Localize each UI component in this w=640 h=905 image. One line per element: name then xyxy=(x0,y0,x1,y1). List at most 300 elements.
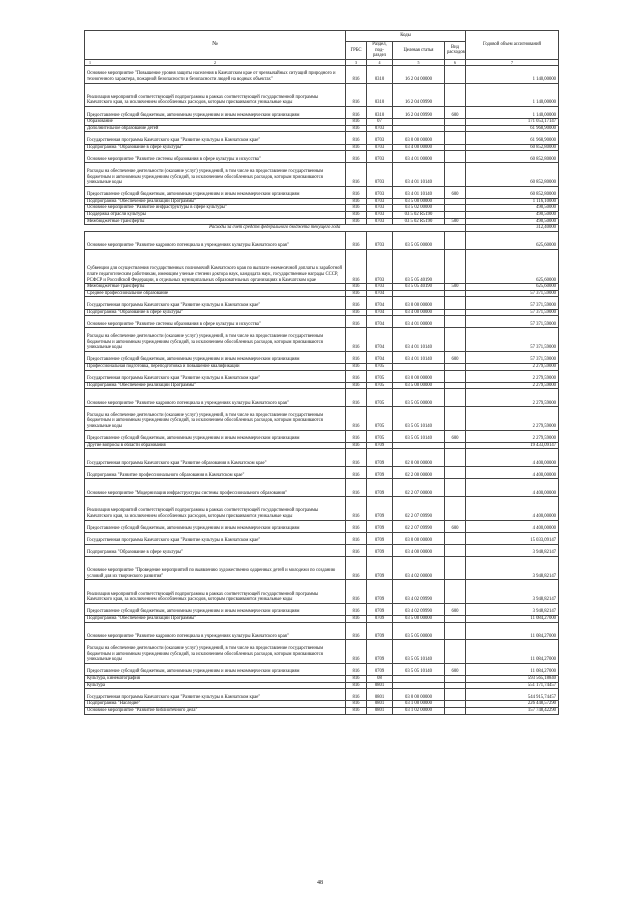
row-amount: 4 400,00000 xyxy=(466,520,559,532)
row-section: 0704 xyxy=(367,290,393,297)
row-expense-type xyxy=(445,544,466,556)
row-target-article: 02 2 07 09990 xyxy=(393,520,445,532)
row-section: 0801 xyxy=(367,682,393,689)
row-name: Подпрограмма "Обеспечение реализации Программы" xyxy=(85,198,346,205)
row-amount: 3 948,82147 xyxy=(466,544,559,556)
row-target-article: 03 5 05 00000 xyxy=(393,622,445,640)
row-name: Культура xyxy=(85,682,346,689)
row-section: 07 xyxy=(367,119,393,126)
row-section: 0703 xyxy=(367,218,393,225)
row-name: Среднее профессиональное образование xyxy=(85,290,346,297)
table-row xyxy=(85,328,559,351)
row-section: 0709 xyxy=(367,467,393,479)
table-row xyxy=(85,151,559,163)
row-section: 0801 xyxy=(367,701,393,708)
row-grbs: 816 xyxy=(346,430,367,442)
row-expense-type: 600 xyxy=(445,106,466,118)
row-amount: 625,60000 xyxy=(466,249,559,284)
row-grbs: 816 xyxy=(346,351,367,363)
row-target-article: 03 4 00 00000 xyxy=(393,544,445,556)
row-grbs: 816 xyxy=(346,163,367,186)
row-name: Предоставление субсидий бюджетным, автономным учреждениям и иным некоммерческим организациям xyxy=(85,186,346,198)
row-target-article: 03 4 01 10140 xyxy=(393,163,445,186)
row-target-article: 03 5 05 40190 xyxy=(393,249,445,284)
row-target-article: 03 0 00 00000 xyxy=(393,689,445,701)
row-section: 0704 xyxy=(367,316,393,328)
row-amount: 11 084,27000 xyxy=(466,640,559,663)
column-number-3: 3 xyxy=(346,59,367,65)
row-grbs: 816 xyxy=(346,532,367,544)
row-amount: 60 852,80000 xyxy=(466,163,559,186)
row-expense-type xyxy=(445,701,466,708)
row-amount: 4 400,00000 xyxy=(466,467,559,479)
row-expense-type: 600 xyxy=(445,351,466,363)
row-target-article: 03 0 00 00000 xyxy=(393,132,445,144)
row-expense-type: 600 xyxy=(445,430,466,442)
table-row xyxy=(85,284,559,291)
row-target-article: 03 5 05 10140 xyxy=(393,663,445,675)
header-num: № xyxy=(85,31,346,60)
row-section: 08 xyxy=(367,676,393,683)
table-row xyxy=(85,497,559,520)
row-name: Дополнительное образование детей xyxy=(85,125,346,132)
row-amount: 3 948,82147 xyxy=(466,557,559,580)
row-section: 0709 xyxy=(367,442,393,449)
table-row xyxy=(85,544,559,556)
table-row xyxy=(85,225,559,232)
row-grbs: 816 xyxy=(346,663,367,675)
table-row xyxy=(85,212,559,219)
row-grbs: 816 xyxy=(346,370,367,382)
row-amount: 1 140,00000 xyxy=(466,65,559,83)
header-annual-volume: Годовой объем ассигнований xyxy=(466,31,559,60)
row-section: 0703 xyxy=(367,205,393,212)
row-section: 0703 xyxy=(367,198,393,205)
row-section: 0709 xyxy=(367,622,393,640)
row-grbs: 816 xyxy=(346,316,367,328)
row-section: 0705 xyxy=(367,430,393,442)
row-amount: 61 968,90000 xyxy=(466,125,559,132)
row-grbs: 816 xyxy=(346,231,367,249)
row-grbs: 816 xyxy=(346,689,367,701)
row-amount: 490,50000 xyxy=(466,218,559,225)
row-name: Государственная программа Камчатского края "Развитие образования в Камчатском крае" xyxy=(85,449,346,467)
row-expense-type xyxy=(445,328,466,351)
row-grbs: 816 xyxy=(346,603,367,615)
row-section: 0709 xyxy=(367,603,393,615)
header-expense-type: Вид расходов xyxy=(445,42,466,60)
table-row xyxy=(85,290,559,297)
row-expense-type: 500 xyxy=(445,218,466,225)
row-expense-type xyxy=(445,297,466,309)
row-name: Подпрограмма "Образование в сфере культуры" xyxy=(85,544,346,556)
table-row xyxy=(85,316,559,328)
row-name: Основное мероприятие "Развитие кадрового потенциала в учреждениях культуры Камчатского края" xyxy=(85,622,346,640)
row-target-article: 03 4 01 10140 xyxy=(393,328,445,351)
row-amount: 226 448,57290 xyxy=(466,701,559,708)
row-name: Реализация мероприятий соответствующей подпрограммы в рамках соответствующей государственной программы Камчатского края, за исключением обособленных расходов, которым присваиваются уникальные коды xyxy=(85,83,346,106)
row-name: Государственная программа Камчатского края "Развитие культуры в Камчатском крае" xyxy=(85,132,346,144)
row-amount: 4 400,00000 xyxy=(466,497,559,520)
row-expense-type xyxy=(445,363,466,370)
row-target-article: 03 0 00 00000 xyxy=(393,297,445,309)
row-grbs: 816 xyxy=(346,151,367,163)
row-expense-type xyxy=(445,449,466,467)
table-row xyxy=(85,119,559,126)
row-section: 0703 xyxy=(367,125,393,132)
row-name: Государственная программа Камчатского края "Развитие культуры в Камчатском крае" xyxy=(85,689,346,701)
row-target-article xyxy=(393,676,445,683)
row-name: Основное мероприятие "Развитие кадрового потенциала в учреждениях культуры Камчатского края" xyxy=(85,389,346,407)
row-name: Подпрограмма "Обеспечение реализации Программы" xyxy=(85,616,346,623)
row-name: Государственная программа Камчатского края "Развитие культуры в Камчатском крае" xyxy=(85,532,346,544)
row-target-article: 03 5 02 R5190 xyxy=(393,212,445,219)
row-target-article xyxy=(393,290,445,297)
row-target-article xyxy=(393,442,445,449)
row-target-article: 03 4 02 00000 xyxy=(393,557,445,580)
row-grbs: 816 xyxy=(346,132,367,144)
column-number-6: 6 xyxy=(445,59,466,65)
row-section: 0703 xyxy=(367,284,393,291)
row-grbs: 816 xyxy=(346,622,367,640)
row-expense-type xyxy=(445,132,466,144)
row-grbs: 816 xyxy=(346,616,367,623)
row-section: 0709 xyxy=(367,449,393,467)
row-expense-type: 500 xyxy=(445,284,466,291)
row-amount: 3 948,82147 xyxy=(466,603,559,615)
table-row xyxy=(85,297,559,309)
row-expense-type: 600 xyxy=(445,520,466,532)
row-section: 0703 xyxy=(367,144,393,151)
table-row xyxy=(85,309,559,316)
row-name: Подпрограмма "Образование в сфере культуры" xyxy=(85,144,346,151)
row-target-article: 03 4 00 00000 xyxy=(393,309,445,316)
row-section: 0703 xyxy=(367,212,393,219)
row-amount: 19 433,09147 xyxy=(466,442,559,449)
row-grbs: 816 xyxy=(346,205,367,212)
row-target-article: 03 0 00 00000 xyxy=(393,370,445,382)
row-section: 0703 xyxy=(367,186,393,198)
row-grbs: 816 xyxy=(346,328,367,351)
row-amount: 57 371,59000 xyxy=(466,351,559,363)
table-row xyxy=(85,249,559,284)
row-section: 0704 xyxy=(367,309,393,316)
row-amount: 11 084,27000 xyxy=(466,663,559,675)
table-row xyxy=(85,707,559,714)
row-expense-type xyxy=(445,622,466,640)
row-section: 0709 xyxy=(367,580,393,603)
row-expense-type xyxy=(445,290,466,297)
row-section: 0310 xyxy=(367,106,393,118)
row-name: Предоставление субсидий бюджетным, автономным учреждениям и иным некоммерческим организациям xyxy=(85,106,346,118)
table-row xyxy=(85,701,559,708)
table-row xyxy=(85,351,559,363)
row-grbs: 816 xyxy=(346,407,367,430)
row-name: Предоставление субсидий бюджетным, автономным учреждениям и иным некоммерческим организациям xyxy=(85,663,346,675)
row-grbs: 816 xyxy=(346,106,367,118)
row-target-article: 16 2 04 09990 xyxy=(393,83,445,106)
row-expense-type xyxy=(445,309,466,316)
row-expense-type xyxy=(445,125,466,132)
row-name: Основное мероприятие "Развитие кадрового потенциала в учреждениях культуры Камчатского края" xyxy=(85,231,346,249)
row-target-article: 03 5 05 10140 xyxy=(393,640,445,663)
row-amount: 2 279,59000 xyxy=(466,430,559,442)
row-target-article: 02 2 00 00000 xyxy=(393,467,445,479)
table-header xyxy=(85,31,559,60)
row-grbs: 816 xyxy=(346,544,367,556)
row-grbs: 816 xyxy=(346,212,367,219)
row-target-article: 03 4 01 10140 xyxy=(393,351,445,363)
table-row xyxy=(85,132,559,144)
row-name: Предоставление субсидий бюджетным, автономным учреждениям и иным некоммерческим организациям xyxy=(85,603,346,615)
table-row xyxy=(85,532,559,544)
row-amount: 57 371,59000 xyxy=(466,309,559,316)
row-section: 0705 xyxy=(367,363,393,370)
row-grbs: 816 xyxy=(346,363,367,370)
column-number-4: 4 xyxy=(367,59,393,65)
row-grbs: 816 xyxy=(346,449,367,467)
row-name: Реализация мероприятий соответствующей подпрограммы в рамках соответствующей государственной программы Камчатского края, за исключением обособленных расходов, которым присваиваются уникальные коды xyxy=(85,580,346,603)
document-page xyxy=(84,30,558,715)
table-row xyxy=(85,640,559,663)
row-name: Предоставление субсидий бюджетным, автономным учреждениям и иным некоммерческим организациям xyxy=(85,430,346,442)
page-number: 48 xyxy=(317,880,323,886)
row-name: Основное мероприятие "Модернизация инфраструктуры системы профессионального образования" xyxy=(85,479,346,497)
row-target-article: 02 2 07 09990 xyxy=(393,497,445,520)
row-amount: 2 279,59000 xyxy=(466,370,559,382)
table-row xyxy=(85,389,559,407)
row-section: 0709 xyxy=(367,616,393,623)
table-row xyxy=(85,682,559,689)
row-expense-type xyxy=(445,407,466,430)
row-grbs: 816 xyxy=(346,682,367,689)
table-row xyxy=(85,363,559,370)
row-section: 0801 xyxy=(367,707,393,714)
row-grbs: 816 xyxy=(346,125,367,132)
row-amount: 57 371,59000 xyxy=(466,328,559,351)
row-target-article: 03 4 02 09990 xyxy=(393,580,445,603)
row-name: Подпрограмма "Развитие профессионального образования в Камчатском крае" xyxy=(85,467,346,479)
row-name: Основное мероприятие "Повышение уровня защиты населения в Камчатском крае от чрезвычайных ситуаций природного и техногенного характера, пожарной безопасности и безопасности людей на водных объектах" xyxy=(85,65,346,83)
row-expense-type xyxy=(445,198,466,205)
row-section: 0704 xyxy=(367,351,393,363)
row-amount: 2 279,59000 xyxy=(466,407,559,430)
column-number-1: 1 xyxy=(89,59,91,65)
row-grbs: 816 xyxy=(346,479,367,497)
row-expense-type xyxy=(445,640,466,663)
row-amount: 2 279,59000 xyxy=(466,389,559,407)
row-target-article: 03 5 05 40190 xyxy=(393,284,445,291)
row-target-article: 03 5 05 00000 xyxy=(393,389,445,407)
row-expense-type xyxy=(445,676,466,683)
row-target-article: 03 5 00 00000 xyxy=(393,382,445,389)
table-row xyxy=(85,557,559,580)
row-grbs: 816 xyxy=(346,119,367,126)
table-row xyxy=(85,83,559,106)
header-razdel: Раздел, под-раздел xyxy=(367,42,393,60)
row-name: Государственная программа Камчатского края "Развитие культуры в Камчатском крае" xyxy=(85,370,346,382)
row-target-article: 16 2 04 09990 xyxy=(393,106,445,118)
row-expense-type xyxy=(445,231,466,249)
row-target-article: 03 5 05 00000 xyxy=(393,231,445,249)
row-grbs: 816 xyxy=(346,442,367,449)
row-grbs: 816 xyxy=(346,83,367,106)
row-section: 0709 xyxy=(367,544,393,556)
row-target-article xyxy=(393,119,445,126)
row-section: 0709 xyxy=(367,532,393,544)
row-amount: 2 279,59000 xyxy=(466,382,559,389)
row-amount: 60 852,80000 xyxy=(466,186,559,198)
row-amount: 312,40000 xyxy=(466,225,559,232)
row-amount: 57 371,59000 xyxy=(466,316,559,328)
table-row xyxy=(85,689,559,701)
row-grbs: 816 xyxy=(346,557,367,580)
row-name: Государственная программа Камчатского края "Развитие культуры в Камчатском крае" xyxy=(85,297,346,309)
row-target-article xyxy=(393,682,445,689)
table-row xyxy=(85,580,559,603)
row-section: 0704 xyxy=(367,328,393,351)
row-section: 0703 xyxy=(367,231,393,249)
row-amount: 625,60000 xyxy=(466,231,559,249)
row-name: Предоставление субсидий бюджетным, автономным учреждениям и иным некоммерческим организациям xyxy=(85,351,346,363)
row-target-article: 03 0 00 00000 xyxy=(393,532,445,544)
row-grbs: 816 xyxy=(346,382,367,389)
row-name: Основное мероприятие "Развитие системы образования в сфере культуры и искусства" xyxy=(85,151,346,163)
row-amount: 593 565,18840 xyxy=(466,676,559,683)
row-expense-type xyxy=(445,442,466,449)
row-name: Основное мероприятие "Проведение мероприятий по выявлению художественно одаренных детей и молодежи по созданию условий для их творческого развития" xyxy=(85,557,346,580)
row-amount: 1 140,00000 xyxy=(466,83,559,106)
row-grbs: 816 xyxy=(346,389,367,407)
row-name: Поддержка отрасли культуры xyxy=(85,212,346,219)
table-row xyxy=(85,676,559,683)
row-amount: 3 948,82147 xyxy=(466,580,559,603)
row-name: Расходы на обеспечение деятельности (оказание услуг) учреждений, в том числе на предоставление государственным бюджетным и автономным учреждениям субсидий, за исключением обособленных расходов, которым присваиваются уникальные коды xyxy=(85,407,346,430)
row-target-article: 03 5 00 00000 xyxy=(393,616,445,623)
row-amount: 11 084,27000 xyxy=(466,616,559,623)
table-row xyxy=(85,520,559,532)
row-grbs: 816 xyxy=(346,309,367,316)
row-target-article: 03 1 00 00000 xyxy=(393,701,445,708)
row-amount: 551 171,74457 xyxy=(466,682,559,689)
row-section: 0705 xyxy=(367,370,393,382)
row-section: 0801 xyxy=(367,689,393,701)
row-amount: 1 116,10000 xyxy=(466,198,559,205)
row-target-article: 03 4 00 00000 xyxy=(393,144,445,151)
row-name: Реализация мероприятий соответствующей подпрограммы в рамках соответствующей государственной программы Камчатского края, за исключением обособленных расходов, которым присваиваются уникальные коды xyxy=(85,497,346,520)
row-target-article xyxy=(393,125,445,132)
row-expense-type xyxy=(445,151,466,163)
row-expense-type xyxy=(445,479,466,497)
table-row xyxy=(85,663,559,675)
row-section: 0310 xyxy=(367,65,393,83)
row-section: 0709 xyxy=(367,663,393,675)
table-row xyxy=(85,370,559,382)
row-section: 0709 xyxy=(367,557,393,580)
row-amount: 1 140,00000 xyxy=(466,106,559,118)
table-row xyxy=(85,218,559,225)
row-section: 0310 xyxy=(367,83,393,106)
table-row xyxy=(85,449,559,467)
row-name: Межбюджетные трансферты xyxy=(85,284,346,291)
row-name: Расходы на обеспечение деятельности (оказание услуг) учреждений, в том числе на предоставление государственным бюджетным и автономным учреждениям субсидий, за исключением обособленных расходов, которым присваиваются уникальные коды xyxy=(85,163,346,186)
row-expense-type xyxy=(445,144,466,151)
row-expense-type xyxy=(445,382,466,389)
table-row xyxy=(85,231,559,249)
row-name: Основное мероприятие "Развитие библиотечного дела" xyxy=(85,707,346,714)
row-amount: 157 748,42290 xyxy=(466,707,559,714)
row-expense-type xyxy=(445,682,466,689)
column-number xyxy=(85,59,346,65)
row-grbs: 816 xyxy=(346,497,367,520)
row-target-article: 03 5 05 10140 xyxy=(393,430,445,442)
row-expense-type xyxy=(445,65,466,83)
row-name: Профессиональная подготовка, переподготовка и повышение квалификации xyxy=(85,363,346,370)
row-amount: 11 084,27000 xyxy=(466,622,559,640)
header-target-article: Целевая статья xyxy=(393,42,445,60)
table-row xyxy=(85,65,559,83)
row-grbs: 816 xyxy=(346,701,367,708)
row-target-article: 02 0 00 00000 xyxy=(393,449,445,467)
row-target-article xyxy=(393,363,445,370)
row-grbs: 816 xyxy=(346,297,367,309)
row-name: Подпрограмма "Образование в сфере культуры" xyxy=(85,309,346,316)
table-row xyxy=(85,603,559,615)
row-amount: 544 915,74457 xyxy=(466,689,559,701)
row-section: 0705 xyxy=(367,382,393,389)
header-grbs: ГРБС xyxy=(346,42,367,60)
row-expense-type xyxy=(445,249,466,284)
row-grbs: 816 xyxy=(346,249,367,284)
row-expense-type xyxy=(445,707,466,714)
row-grbs: 816 xyxy=(346,284,367,291)
row-name: Основное мероприятие "Развитие инфраструктуры в сфере культуры" xyxy=(85,205,346,212)
table-row xyxy=(85,382,559,389)
row-name: Межбюджетные трансферты xyxy=(85,218,346,225)
row-name: Расходы на обеспечение деятельности (оказание услуг) учреждений, в том числе на предоставление государственным бюджетным и автономным учреждениям субсидий, за исключением обособленных расходов, которым присваиваются уникальные коды xyxy=(85,328,346,351)
row-target-article: 03 5 05 10140 xyxy=(393,407,445,430)
row-expense-type: 600 xyxy=(445,663,466,675)
row-name: Подпрограмма "Наследие" xyxy=(85,701,346,708)
row-amount: 60 852,80000 xyxy=(466,144,559,151)
row-section: 0709 xyxy=(367,640,393,663)
table-row xyxy=(85,479,559,497)
row-amount: 490,50000 xyxy=(466,212,559,219)
table-row xyxy=(85,125,559,132)
row-amount: 57 371,59000 xyxy=(466,297,559,309)
row-target-article: 03 4 02 09990 xyxy=(393,603,445,615)
row-section: 0709 xyxy=(367,520,393,532)
row-target-article: 03 4 01 00000 xyxy=(393,316,445,328)
row-target-article: 02 2 07 00000 xyxy=(393,479,445,497)
row-name: Предоставление субсидий бюджетным, автономным учреждениям и иным некоммерческим организациям xyxy=(85,520,346,532)
row-name: Субвенции для осуществления государственных полномочий Камчатского края по выплате ежемесячной доплаты к заработной плате педагогическим работникам, имеющим ученые степени доктора наук, кандидата наук, государственные награды СССР, РСФСР и Российской Федерации, в отдельных муниципальных образовательных организациях в Камчатском крае xyxy=(85,249,346,284)
row-target-article: 03 4 01 10140 xyxy=(393,186,445,198)
table-row xyxy=(85,198,559,205)
row-expense-type xyxy=(445,205,466,212)
row-grbs: 816 xyxy=(346,580,367,603)
row-expense-type xyxy=(445,83,466,106)
row-name: Подпрограмма "Обеспечение реализации Программы" xyxy=(85,382,346,389)
row-amount: 60 852,80000 xyxy=(466,151,559,163)
row-expense-type: 600 xyxy=(445,186,466,198)
row-amount: 490,50000 xyxy=(466,205,559,212)
row-grbs: 816 xyxy=(346,467,367,479)
row-amount: 57 371,59000 xyxy=(466,290,559,297)
row-section: 0704 xyxy=(367,297,393,309)
row-expense-type xyxy=(445,689,466,701)
row-target-article: 03 5 02 00000 xyxy=(393,205,445,212)
